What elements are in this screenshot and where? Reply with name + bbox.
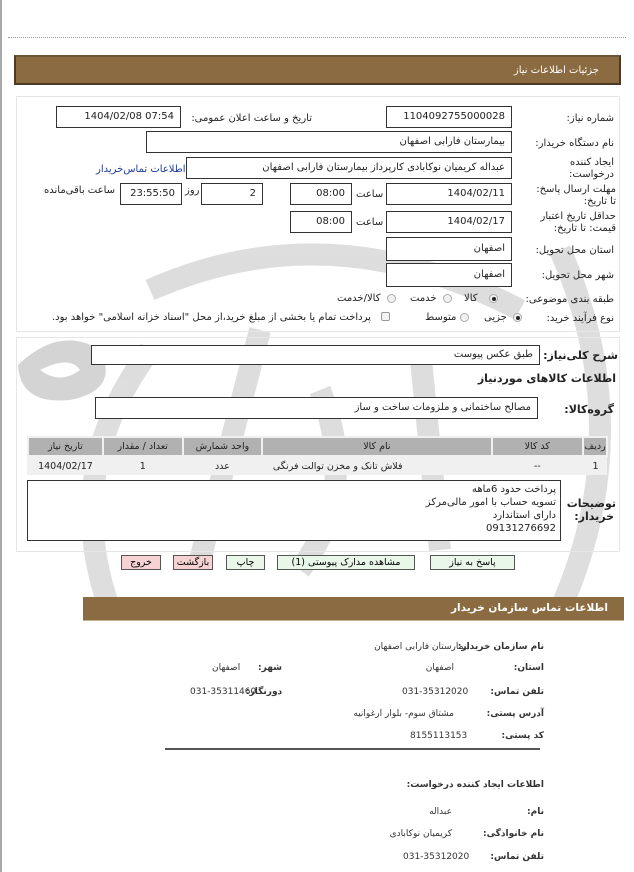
- price-validity-label: حداقل تاریخ اعتبار قیمت: تا تاریخ:: [540, 211, 616, 234]
- col-qty: تعداد / مقدار: [103, 437, 183, 456]
- treasury-checkbox[interactable]: [381, 312, 390, 321]
- col-row: ردیف: [583, 437, 607, 456]
- buyer-note-line: دارای استاندارد: [492, 510, 556, 521]
- buyer-note-line: 09131276692: [486, 523, 556, 534]
- cell-code: --: [492, 456, 584, 475]
- delivery-province-label: استان محل تحویل:: [535, 245, 614, 256]
- cell-row: 1: [583, 456, 607, 475]
- deadline-label: مهلت ارسال پاسخ: تا تاریخ:: [536, 184, 616, 207]
- buyer-org-field: بیمارستان فارابی اصفهان: [146, 131, 512, 153]
- creator-phone-label: تلفن تماس:: [490, 852, 544, 862]
- goods-info-title: اطلاعات کالاهای موردنیاز: [477, 372, 616, 385]
- creator-first-name-label: نام:: [527, 807, 544, 817]
- process-radio-minor[interactable]: [513, 313, 522, 322]
- goods-table-header: [28, 437, 607, 456]
- buyer-org-label: نام دستگاه خریدار:: [535, 138, 614, 149]
- creator-info-title: اطلاعات ایجاد کننده درخواست:: [406, 780, 544, 790]
- creator-last-name-label: نام خانوادگی:: [482, 829, 544, 839]
- need-number-label: شماره نیاز:: [566, 113, 614, 124]
- goods-table: [27, 436, 608, 475]
- contact-phone-label: تلفن تماس:: [490, 687, 544, 697]
- col-code: کد کالا: [492, 437, 584, 456]
- delivery-city-field: اصفهان: [386, 263, 512, 287]
- buyer-contact-bar: [83, 597, 624, 621]
- creator-phone-value: 031-35312020: [403, 852, 470, 862]
- buyer-notes-box: [27, 480, 561, 541]
- page-title: جزئیات اطلاعات نیاز: [513, 65, 599, 76]
- col-name: نام کالا: [262, 437, 491, 456]
- view-attachments-button[interactable]: مشاهده مدارک پیوستی (1): [277, 555, 415, 570]
- category-radio-service[interactable]: [443, 294, 452, 303]
- days-label: روز: [185, 185, 200, 196]
- address-value: مشتاق سوم- بلوار ارغوانیه: [353, 709, 454, 719]
- postal-code-label: کد پستی:: [501, 731, 544, 741]
- buyer-contact-title: اطلاعات تماس سازمان خریدار: [451, 602, 608, 614]
- creator-label: ایجاد کننده درخواست:: [569, 157, 614, 180]
- cell-date: 1404/02/17: [28, 456, 103, 475]
- general-desc-label: شرح کلی‌نیاز:: [543, 349, 618, 362]
- respond-button[interactable]: پاسخ به نیاز: [430, 555, 515, 570]
- contact-city-value: اصفهان: [212, 663, 241, 673]
- need-number-field: 1104092755000028: [386, 106, 512, 128]
- process-minor-label: جزیی: [484, 312, 507, 323]
- purchase-process-label: نوع فرآیند خرید:: [546, 313, 614, 324]
- org-name-label: نام سازمان خریدار:: [457, 642, 544, 652]
- print-button[interactable]: چاپ: [226, 555, 265, 570]
- creator-last-name-value: کریمیان نوکابادی: [389, 829, 452, 839]
- announce-datetime-label: تاریخ و ساعت اعلان عمومی:: [191, 113, 312, 124]
- category-radio-goods-service[interactable]: [387, 294, 396, 303]
- category-radio-goods[interactable]: [489, 294, 498, 303]
- top-divider: [8, 37, 626, 38]
- contact-separator: [165, 748, 540, 750]
- buyer-notes-label-1: توضیحات: [566, 497, 616, 510]
- col-date: تاریخ نیاز: [28, 437, 103, 456]
- fax-label: دورنگار:: [246, 687, 283, 697]
- treasury-note: پرداخت تمام یا بخشی از مبلغ خرید،از محل "اسناد خزانه اسلامی" خواهد بود.: [52, 312, 371, 323]
- category-goods-service-label: کالا/خدمت: [337, 293, 381, 304]
- fax-value: 031-35311460: [190, 687, 257, 697]
- back-button[interactable]: بازگشت: [173, 555, 213, 570]
- general-desc-field: طبق عکس پیوست: [91, 345, 540, 365]
- time-remaining-label: ساعت باقی‌مانده: [44, 185, 116, 196]
- delivery-province-field: اصفهان: [386, 237, 512, 261]
- time-remaining-field: 23:55:50: [120, 183, 182, 205]
- validity-time-field: 08:00: [290, 211, 352, 233]
- process-radio-medium[interactable]: [460, 313, 469, 322]
- col-unit: واحد شمارش: [183, 437, 263, 456]
- buyer-note-line: تسویه حساب با امور مالی‌مرکز: [425, 497, 556, 508]
- category-goods-label: کالا: [464, 293, 478, 304]
- buyer-notes-label-2: خریدار:: [574, 510, 614, 523]
- page-title-bar: [14, 55, 621, 85]
- days-remaining-field: 2: [201, 183, 263, 205]
- buyer-contact-link[interactable]: اطلاعات تماس‌خریدار: [96, 164, 186, 175]
- category-service-label: خدمت: [410, 293, 437, 304]
- contact-city-label: شهر:: [258, 663, 282, 673]
- cell-name: فلاش تانک و مخزن توالت فرنگی: [262, 456, 491, 475]
- contact-province-value: اصفهان: [425, 663, 454, 673]
- left-border: [0, 0, 2, 872]
- goods-group-label: گروه‌کالا:: [564, 403, 614, 416]
- creator-field: عبداله کریمیان نوکابادی کارپرداز بیمارستان فارابی اصفهان: [186, 157, 512, 179]
- postal-code-value: 8155113153: [410, 731, 468, 741]
- goods-group-field: مصالح ساختمانی و ملزومات ساخت و ساز: [95, 397, 538, 419]
- contact-province-label: استان:: [513, 663, 544, 673]
- buyer-note-line: پرداخت حدود 6ماهه: [471, 484, 556, 495]
- validity-date-field: 1404/02/17: [386, 211, 512, 233]
- deadline-time-field: 08:00: [290, 183, 352, 205]
- category-label: طبقه بندی موضوعی:: [525, 294, 614, 305]
- address-label: آدرس پستی:: [486, 709, 544, 719]
- contact-phone-value: 031-35312020: [402, 687, 469, 697]
- delivery-city-label: شهر محل تحویل:: [541, 270, 614, 281]
- validity-time-label: ساعت: [356, 217, 384, 228]
- exit-button[interactable]: خروج: [121, 555, 161, 570]
- creator-first-name-value: عبداله: [429, 807, 452, 817]
- cell-qty: 1: [103, 456, 183, 475]
- table-row: [28, 456, 607, 475]
- org-name-value: بیمارستان فارابی اصفهان: [374, 642, 469, 652]
- cell-unit: عدد: [183, 456, 263, 475]
- deadline-date-field: 1404/02/11: [386, 183, 512, 205]
- process-medium-label: متوسط: [425, 312, 457, 323]
- announce-datetime-field: 1404/02/08 07:54: [56, 106, 181, 128]
- deadline-time-label: ساعت: [356, 189, 384, 200]
